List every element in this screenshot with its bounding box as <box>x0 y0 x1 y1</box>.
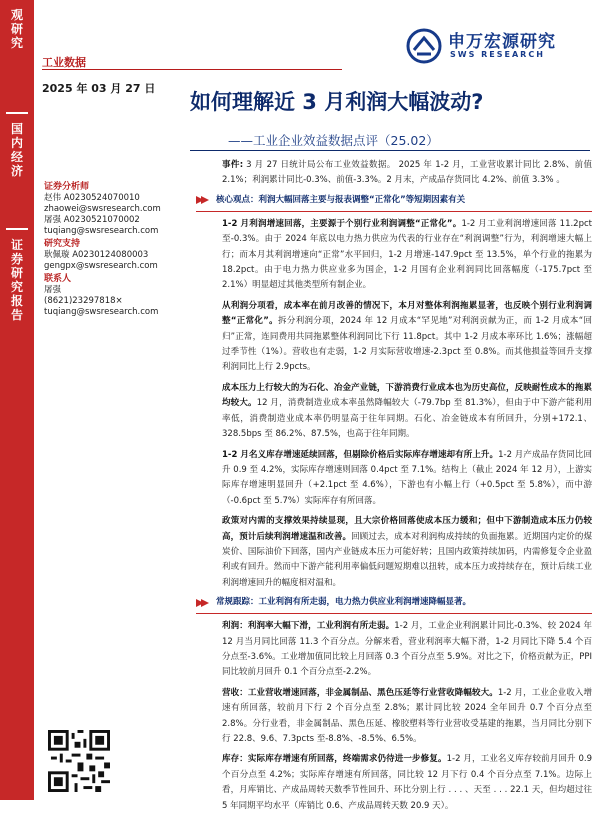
double-arrow-icon <box>196 598 210 608</box>
paragraph-text: 回顾过去，成本对利润构成持续的负面拖累。近期国内定价的煤炭价、国际油价下回落，国内产业链成本压力可能好转；且国内政策持续加码，内需修复令企业盈利或有回升。然而中下游产能利用率偏低问题短期难以扭转，成本压力或持续存在，预计后续工业利润增速回升的幅度相对温和。 <box>222 531 592 588</box>
body-paragraph <box>222 514 592 591</box>
paragraph-lead: 从利润分项看，成本率在前月改善的情况下，本月对整体利润拖累显著，也反映个别行业利润调整“正常化”。 <box>222 300 592 327</box>
paragraph-lead: 1-2 月利润增速回落，主要源于个别行业利润调整“正常化”。 <box>222 218 462 229</box>
section-heading-text: 核心观点：利润大幅回落主要与报表调整“正常化”等短期因素有关 <box>216 194 466 205</box>
analyst-line: 赵伟 A0230524070010 <box>44 193 140 203</box>
tracking-paragraph <box>222 619 592 681</box>
stripe-char: 券 <box>10 252 23 266</box>
contact-section-title: 联系人 <box>44 274 72 284</box>
analyst-panel <box>44 180 184 318</box>
stripe-char: 观 <box>10 8 23 22</box>
assistant-email[interactable]: gengpx@swsresearch.com <box>44 261 158 271</box>
section-divider <box>196 211 592 212</box>
section-heading-core <box>196 194 592 207</box>
stripe-char: 证 <box>10 238 23 252</box>
report-title: 如何理解近 3 月利润大幅波动? <box>190 90 484 114</box>
paragraph-lead: 1-2 月名义库存增速延续回落，但剔除价格后实际库存增速却有所上升。 <box>222 449 499 460</box>
assistant-line: 耿佩璇 A0230124080003 <box>44 250 149 260</box>
report-body <box>216 158 593 819</box>
qr-code-icon <box>48 730 110 792</box>
contact-name: 屠强 <box>44 285 62 295</box>
section-heading-text: 常规跟踪：工业利润有所走弱，电力热力供应业利润增速降幅显著。 <box>216 597 472 608</box>
paragraph-lead: 库存：实际库存增速有所回落，终端需求仍待进一步修复。 <box>222 754 447 765</box>
paragraph-text: 1-2 月工业利润增速回落 11.2pct 至-0.3%。由于 2024 年底以电力热力供应为代表的行业存在“利润调整”行为，利润增速大幅上行；而本月其利润增速向“正常”水平回归，1-2 月增速-147.9pct 至 13.5%，单个行业的拖累为 18.2pct。由于电力热力供应业多为国企，1-2 月国有企业利润同比回落幅度（-175.7pct 至 2.1%）明显超过其他类型所有制企业。 <box>222 218 592 291</box>
paragraph-lead: 成本压力上行较大的为石化、冶金产业链，下游消费行业成本也为历史高位，反映耐性成本的拖累均较大。 <box>222 382 592 409</box>
analyst-email[interactable]: tuqiang@swsresearch.com <box>44 226 159 236</box>
paragraph-lead: 营收：工业营收增速回落，非金属制品、黑色压延等行业营收降幅较大。 <box>222 687 498 698</box>
stripe-char: 国 <box>10 122 23 136</box>
section-divider <box>196 613 592 614</box>
body-paragraph <box>222 299 592 376</box>
stripe-char: 经 <box>10 150 23 164</box>
report-date: 2025 年 03 月 27 日 <box>42 82 156 95</box>
report-subtitle: ——工业企业效益数据点评（25.02） <box>228 133 439 148</box>
stripe-char: 内 <box>10 136 23 150</box>
logo-mark-icon <box>406 28 442 64</box>
analyst-line: 屠强 A0230521070002 <box>44 215 140 225</box>
side-stripe <box>0 0 34 800</box>
company-logo <box>406 24 586 68</box>
paragraph-text: 1-2 月产成品存货同比回升 0.9 至 4.2%，实际库存增速则回落 0.4pct 至 7.1%。结构上（截止 2024 年 12 月），上游实际库存增速明显回升（+2.1pct 至 4.6%），下游也有小幅上行（+0.5pct 至 5.8%），而中游（-0.6pct 至 5.7%）实际库存有所回落。 <box>222 449 592 506</box>
stripe-label-top <box>0 8 34 50</box>
analyst-email[interactable]: zhaowei@swsresearch.com <box>44 204 161 214</box>
analyst-section-title: 证券分析师 <box>44 182 90 192</box>
stripe-char: 究 <box>10 36 23 50</box>
body-paragraph <box>222 448 592 510</box>
paragraph-lead: 政策对内需的支撑效果持续显现，且大宗价格回落使成本压力缓和；但中下游制造成本压力仍较高，预计后续利润增速温和改善。 <box>222 516 592 542</box>
paragraph-text: 拆分利润分项，2024 年 12 月成本“罕见地”对利润贡献为正，而 1-2 月成本“回归”正常，连同费用共同拖累整体利润同比下行 11.8pct。其中 1-2 月成本率环比 1.6%；涨幅超过季节性（1%）。营收也有走弱，1-2 月实际营收增速-2.3pct 至 0.8%。而其他损益等回升支撑利润同比上行 2.9pcts。 <box>222 316 592 373</box>
paragraph-text: 1-2 月，工业名义库存较前月回升 0.9 个百分点至 4.2%；实际库存增速有所回落，同比较 12 月下行 0.4 个百分点至 7.1%。边际上看，月库销比、产成品周转天数季节性回升、环比分别上行 . . . 、天至 . . . 22.1 天，但均超过往 5 年同期平均水平（库销比 0.6、产成品周转天数 20.9 天）。 <box>222 754 592 811</box>
tracking-paragraph <box>222 686 592 748</box>
body-paragraph <box>222 381 592 443</box>
stripe-label-bottom <box>0 238 34 322</box>
stripe-label-mid <box>0 122 34 178</box>
stripe-divider <box>6 112 28 114</box>
assistant-section-title: 研究支持 <box>44 239 81 249</box>
stripe-char: 研 <box>10 22 23 36</box>
report-category: 工业数据 <box>42 56 86 69</box>
section-heading-tracking <box>196 596 592 609</box>
logo-text-en: SWS RESEARCH <box>450 50 545 59</box>
event-text: 3 月 27 日统计局公布工业效益数据。 2025 年 1-2 月，工业营收累计同比 2.8%、前值 2.1%；利润累计同比-0.3%、前值-3.3%。2 月末，产成品存货同比 4.2%、前值 3.3% 。 <box>222 160 593 186</box>
paragraph-text: 1-2 月，工业企业利润累计同比-0.3%、较 2024 年 12 月当月同比回落 11.3 个百分点。分解来看，营业利润率大幅下滑，1-2 月同比下降 5.4 个百分点至-3.6%。工业增加值同比较上月回落 0.3 个百分点至 5.9%。对比之下，价格贡献为正，PPI 同比较前月回升 0.1 个百分点至-2.2%。 <box>222 621 592 678</box>
stripe-char: 研 <box>10 266 23 280</box>
event-paragraph <box>222 158 592 189</box>
body-paragraph <box>222 217 592 294</box>
contact-email[interactable]: tuqiang@swsresearch.com <box>44 307 159 317</box>
paragraph-text: 12 月，消费制造业成本率虽然降幅较大（-79.7bp 至 81.3%），但由于中下游产能利用率低，消费制造业成本率仍明显高于往年同期。石化、冶金链成本有所回升，分别+172.1、328.5bps 至 86.2%、87.5%，也高于往年同期。 <box>222 398 592 440</box>
stripe-char: 究 <box>10 280 23 294</box>
title-divider <box>190 150 590 151</box>
paragraph-text: 1-2 月，工业企业收入增速有所回落，较前月下行 2 个百分点至 2.8%；累计同比较 2024 全年回升 0.7 个百分点至 2.8%。分行业看，非金属制品、黑色压延、橡胶塑料等行业营收受基建的拖累，当月同比分别下行 22.8、9.6、7.3pcts 至-8.8%、-8.5%、6.5%。 <box>222 687 592 744</box>
contact-phone: (8621)23297818× <box>44 296 123 306</box>
category-divider <box>42 69 342 70</box>
stripe-char: 报 <box>10 294 23 308</box>
paragraph-lead: 利润：利润率大幅下滑，工业利润有所走弱。 <box>222 621 395 632</box>
logo-text-cn: 申万宏源研究 <box>448 32 556 52</box>
stripe-char: 济 <box>10 164 23 178</box>
double-arrow-icon <box>196 195 210 205</box>
stripe-divider <box>6 228 28 230</box>
tracking-paragraph <box>222 752 592 814</box>
stripe-char: 告 <box>10 308 23 322</box>
event-label: 事件: <box>222 160 244 170</box>
